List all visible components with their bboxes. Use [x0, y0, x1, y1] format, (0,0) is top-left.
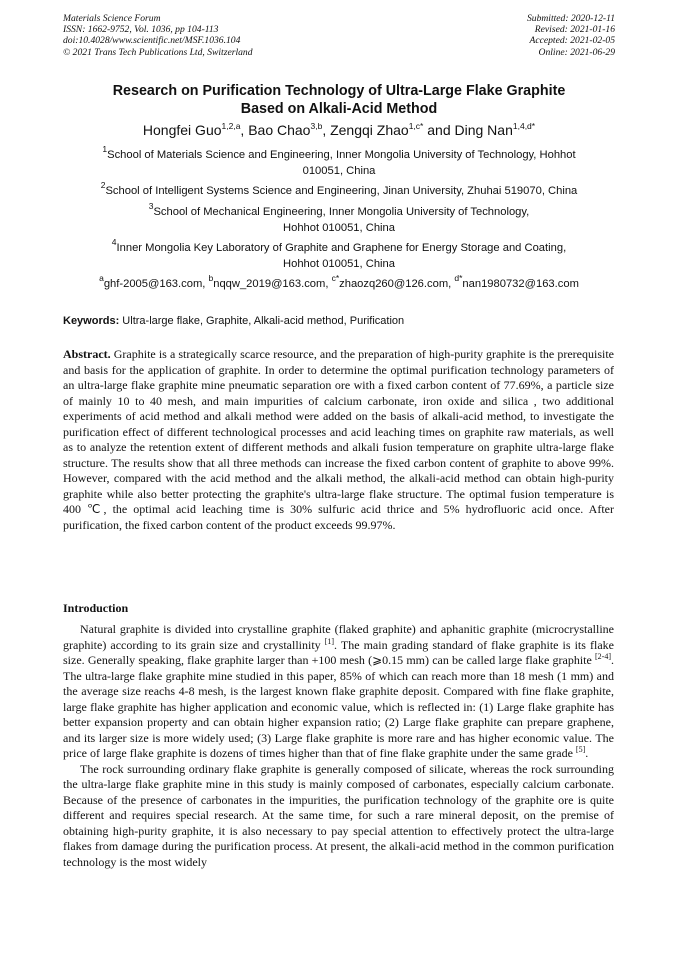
- journal-name: Materials Science Forum: [63, 13, 161, 24]
- issn-volume: ISSN: 1662-9752, Vol. 1036, pp 104-113: [63, 24, 219, 36]
- author-affiliation-marker: 1,c*: [408, 121, 424, 131]
- affiliation-marker: 2: [100, 180, 106, 190]
- author-separator: ,: [240, 122, 249, 138]
- affiliation-3: [50, 201, 628, 236]
- affiliation-text: Hohhot 010051, China: [283, 257, 395, 270]
- submitted-date: Submitted: 2020-12-11: [526, 13, 615, 24]
- paper-title: [40, 82, 638, 118]
- affiliation-marker: 1: [102, 144, 108, 154]
- affiliation-text: Inner Mongolia Key Laboratory of Graphite and Graphene for Energy Storage and Coating,: [116, 242, 567, 254]
- paragraph: The rock surrounding ordinary flake graphite is generally composed of silicate, whereas the rock surrounding the ultra-large flake graphite mine in this study is mainly composed of carbonates, especially calcium carbonate. Because of the presence of carbonates in the impurities, the purification technology of the graphite ore is quite different and requires special research. At the same time, for such a rare mineral deposit, on the premise of obtaining high-purity graphite, it is also necessary to pay special attention to effectively protect the ultra-large flakes from damage during the purification process. At present, the alkali-acid method in the common purification technology is the most widely: [63, 761, 614, 869]
- author-separator: and: [423, 122, 455, 138]
- author-list: [40, 121, 638, 139]
- paragraph-text: . The ultra-large flake graphite mine studied in this paper, 85% of which can reach more than 18 mesh (1 mm) and the average size reachs 4-8 mesh, is the largest known flake graphite deposit. Compared with fine flake graphite, large flake graphite has higher application and economic value, which is reflected in: (1) Large flake graphite has better expansion property and can obtain higher expansion ratio; (2) Large flake graphite can prepare graphene, and its larger size is more widely used; (3) Large flake graphite is more rare and has higher economic value. The price of large flake graphite is dozens of times higher than that of fine flake graphite under the same grade: [63, 653, 614, 760]
- affiliation-text: School of Materials Science and Engineering, Inner Mongolia University of Technology, Hohhot: [107, 149, 576, 161]
- email-marker: d*: [454, 273, 463, 283]
- title-line: Research on Purification Technology of Ultra-Large Flake Graphite: [112, 83, 566, 99]
- email-address: nan1980732@163.com: [462, 278, 579, 290]
- email-address: ghf-2005@163.com,: [103, 278, 209, 290]
- online-date: Online: 2021-06-29: [538, 46, 615, 58]
- section-heading: Introduction: [63, 601, 129, 615]
- paragraph-text: .: [585, 746, 589, 760]
- keywords: [63, 314, 404, 328]
- copyright: © 2021 Trans Tech Publications Ltd, Switzerland: [63, 46, 253, 58]
- citation: [5]: [575, 745, 586, 754]
- email-address: nqqw_2019@163.com,: [213, 278, 332, 290]
- introduction-body: [63, 622, 614, 870]
- affiliation-marker: 3: [148, 201, 154, 211]
- email-address: zhaozq260@126.com,: [339, 278, 455, 290]
- paragraph-text: Natural graphite is divided into crystalline graphite (flaked graphite) and aphanitic graphite (microcrystalline graphite) according to its grain size and crystallinity: [63, 622, 614, 652]
- author-separator: ,: [322, 122, 331, 138]
- abstract-text: Graphite is a strategically scarce resource, and the preparation of high-purity graphite is the prerequisite and basis for the application of graphite. In order to determine the optimal purification technology parameters of an ultra-large flake graphite mine pneumatic separation ore with a fixed carbon content of 77.69%, a particle size of mainly 10 to 40 mesh, and main impurities of calcium carbonate, iron oxide and silica , two additional experiments of acid method and alkali method were added on the basis of alkali-acid method, to investigate the purification effect of different technological processes and acid leaching times on graphite raw materials, as well as to analyze the retention extent of different methods and alkali fusion temperature on graphite ultra-large flake structure. The results show that all three methods can increase the fixed carbon content of graphite to above 99%. However, compared with the acid method and the alkali method, the alkali-acid method can obtain high-purity graphite while also better protecting the graphite's ultra-large flake structure. The optimal fusion temperature is 400 ℃, the optimal acid leaching time is 30% sulfuric acid thrice and 5% hydrofluoric acid once. After purification, the fixed carbon content of the product exceeds 99.97%.: [63, 347, 614, 532]
- paragraph-text: . The main grading standard of flake graphite is its flake size. Generally speaking, flake graphite larger than +100 mesh (⩾0.15 mm) can be called large flake graphite: [63, 637, 614, 667]
- author-name: Bao Chao: [248, 122, 311, 138]
- affiliation-4: [50, 237, 628, 272]
- affiliation-text: 010051, China: [302, 164, 376, 177]
- affiliation-marker: 4: [111, 237, 117, 247]
- keywords-label: Keywords:: [63, 315, 120, 327]
- author-affiliation-marker: 1,4,d*: [512, 121, 536, 131]
- paragraph: [63, 622, 614, 762]
- citation: [2-4]: [595, 652, 611, 661]
- citation: [1]: [324, 636, 335, 646]
- affiliation-1: [50, 144, 628, 179]
- abstract-label: Abstract.: [63, 347, 111, 361]
- affiliation-2: [50, 180, 628, 200]
- doi: doi:10.4028/www.scientific.net/MSF.1036.104: [63, 35, 241, 47]
- revised-date: Revised: 2021-01-16: [534, 24, 615, 36]
- author-name: Zengqi Zhao: [330, 122, 409, 138]
- author-affiliation-marker: 3,b: [310, 121, 323, 131]
- author-name: Ding Nan: [454, 122, 513, 138]
- email-marker: c*: [331, 273, 340, 283]
- email-marker: b: [208, 273, 214, 283]
- keywords-text: Ultra-large flake, Graphite, Alkali-acid method, Purification: [119, 315, 405, 327]
- journal-info: [63, 13, 253, 58]
- affiliation-text: Hohhot 010051, China: [283, 221, 395, 234]
- publication-dates: [527, 13, 615, 58]
- affiliation-text: School of Mechanical Engineering, Inner Mongolia University of Technology,: [153, 206, 530, 218]
- author-affiliation-marker: 1,2,a: [221, 121, 241, 131]
- author-name: Hongfei Guo: [142, 122, 222, 138]
- author-emails: [50, 273, 628, 293]
- affiliation-text: School of Intelligent Systems Science and Engineering, Jinan University, Zhuhai 519070, China: [105, 185, 578, 197]
- email-marker: a: [99, 273, 104, 283]
- title-line: Based on Alkali-Acid Method: [240, 101, 438, 117]
- abstract: [63, 347, 614, 533]
- accepted-date: Accepted: 2021-02-05: [529, 35, 615, 47]
